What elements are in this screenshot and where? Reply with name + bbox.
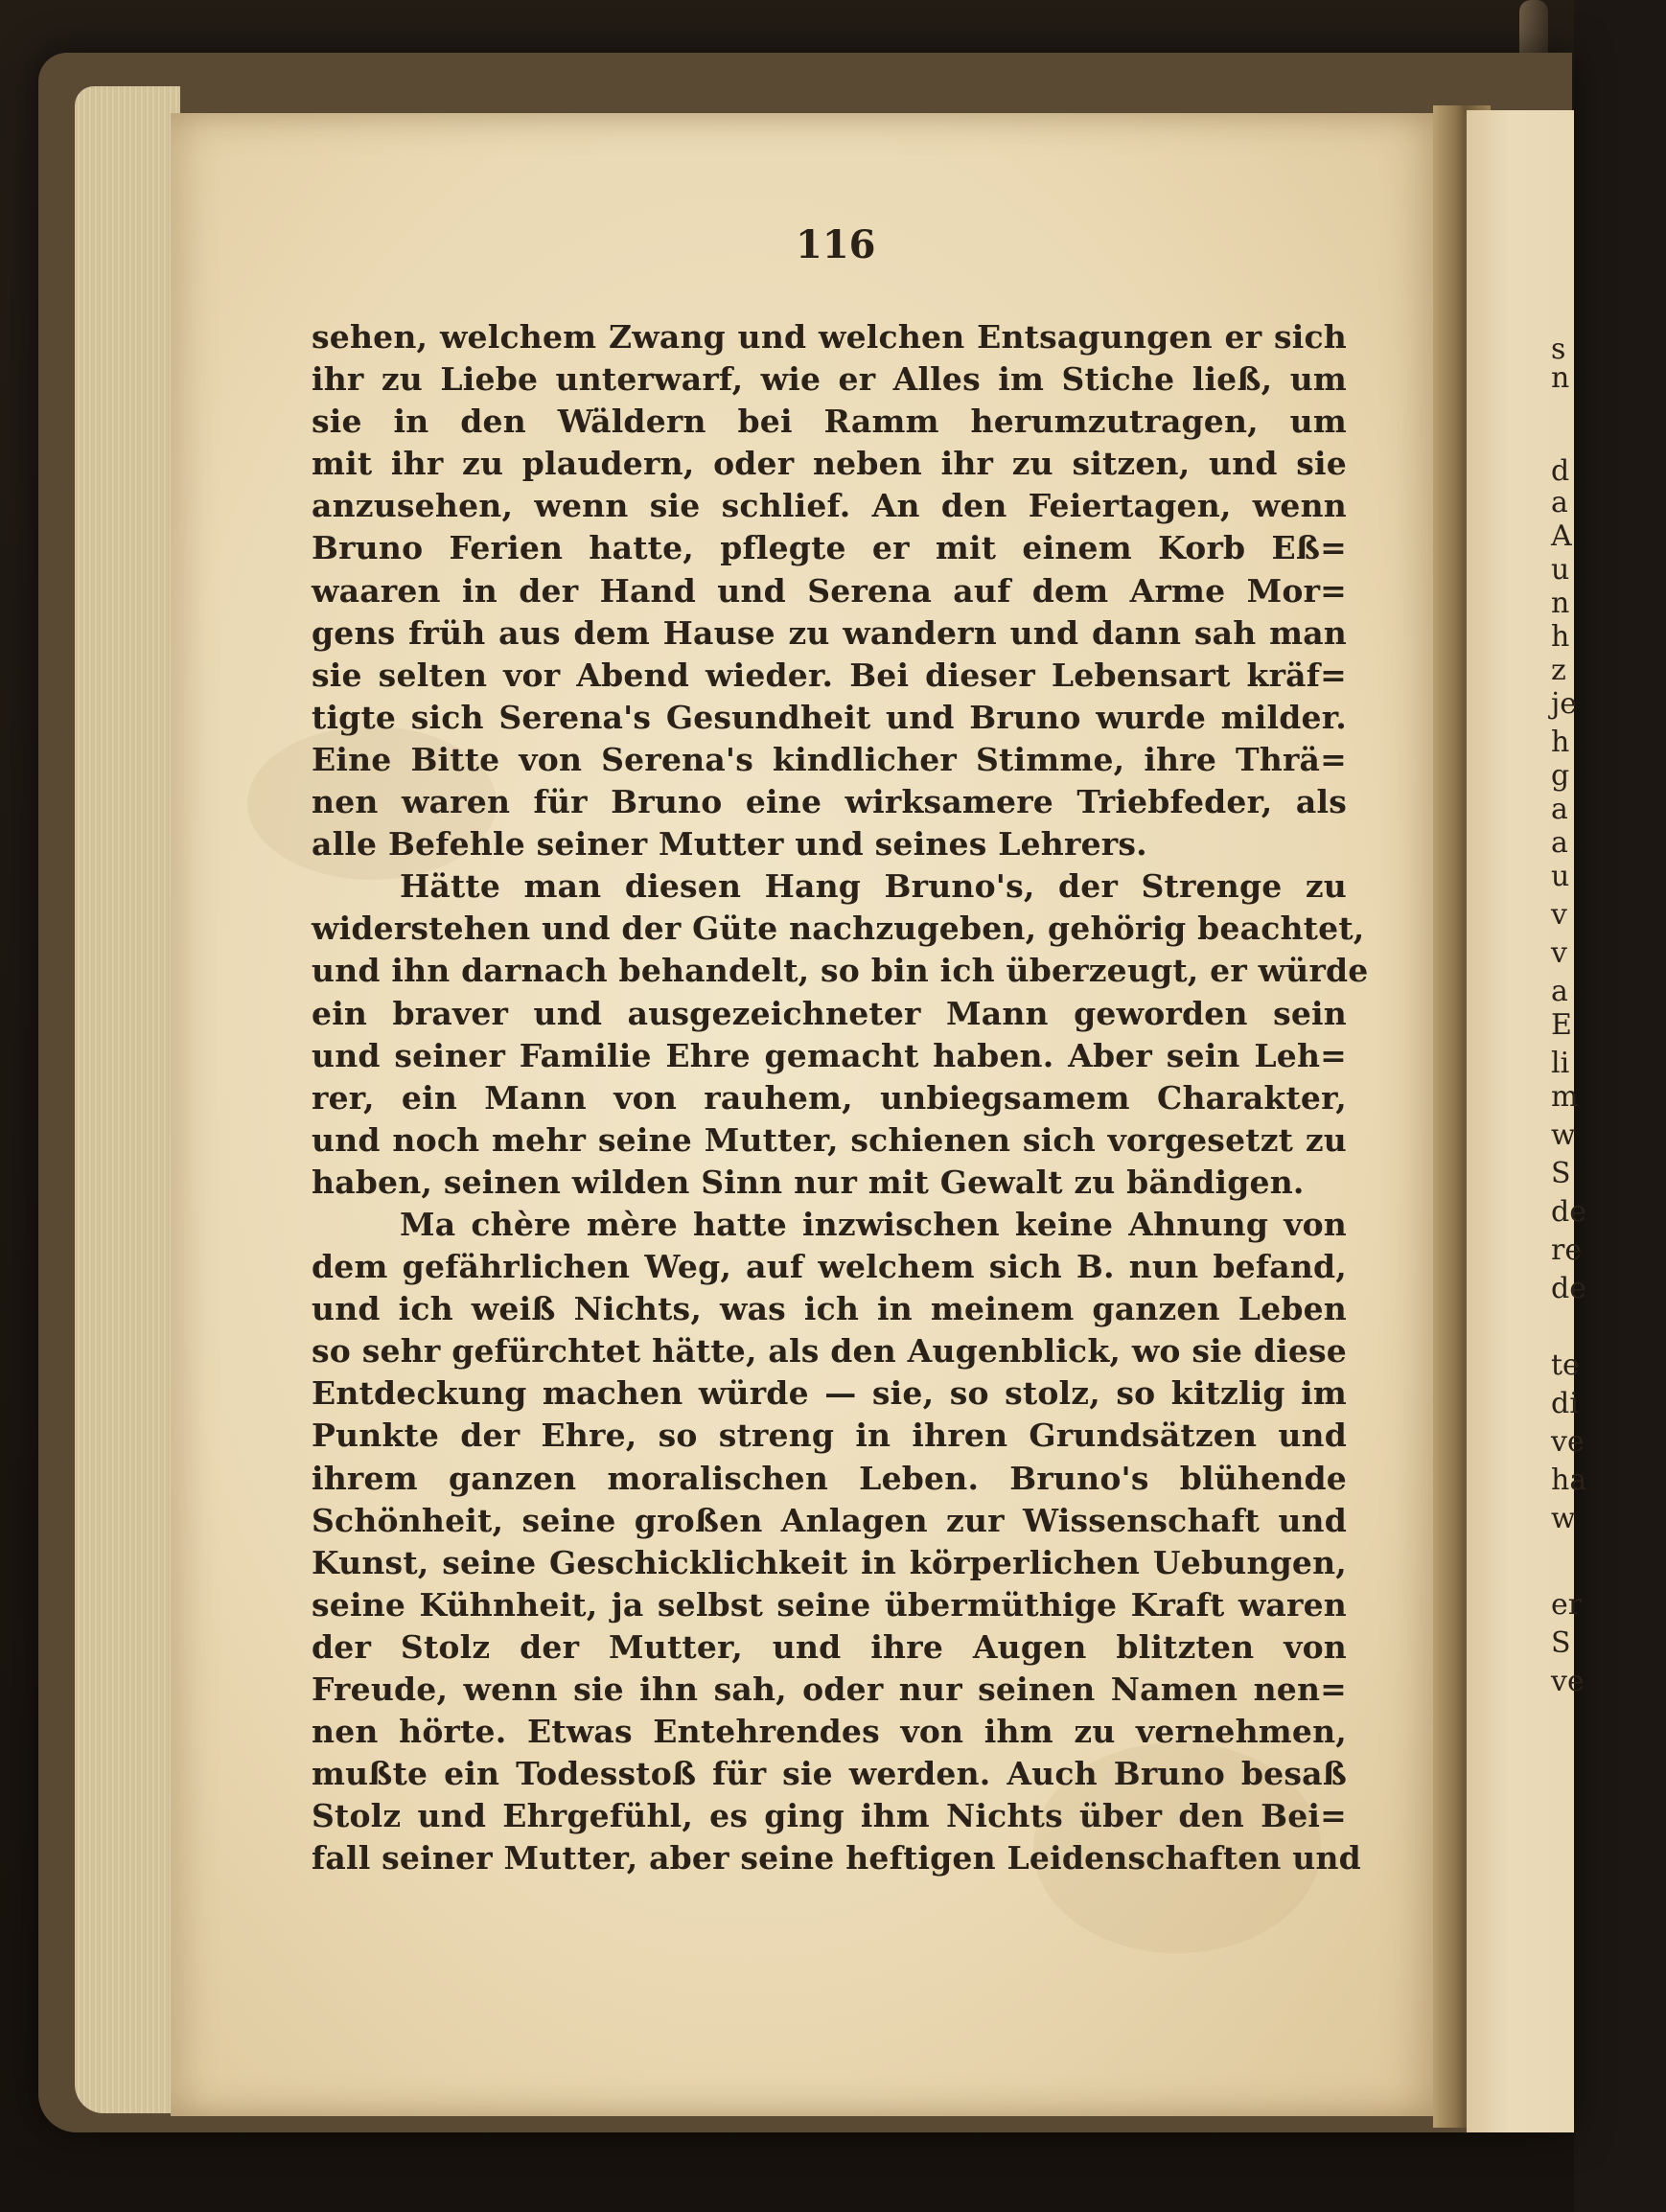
text-line: tigte sich Serena's Gesundheit und Bruno wurde milder. xyxy=(312,698,1347,736)
facing-page-fragment: A xyxy=(1551,519,1572,553)
facing-page-fragment: g xyxy=(1551,759,1570,793)
text-line: widerstehen und der Güte nachzugeben, gehörig beachtet, xyxy=(312,910,1365,948)
facing-page-fragment xyxy=(1467,1308,1666,1347)
text-line: mußte ein Todesstoß für sie werden. Auch Bruno besaß xyxy=(312,1755,1347,1793)
text-line: mit ihr zu plaudern, oder neben ihr zu sitzen, und sie xyxy=(312,445,1347,483)
text-line: fall seiner Mutter, aber seine heftigen Leidenschaften und xyxy=(312,1839,1361,1878)
facing-page-fragment: de xyxy=(1551,1195,1586,1229)
facing-page-fragment: de xyxy=(1551,1272,1586,1305)
facing-page-fragment: di xyxy=(1551,1387,1579,1420)
facing-page-fragment xyxy=(1467,1538,1666,1577)
facing-page-fragment: u xyxy=(1551,553,1570,587)
text-line: sie in den Wäldern bei Ramm herumzutragen, um xyxy=(312,403,1347,441)
facing-page-fragment: v xyxy=(1551,936,1567,970)
facing-page-fragment: S xyxy=(1551,1626,1571,1660)
facing-page-fragment: d xyxy=(1551,454,1570,488)
text-line: und ich weiß Nichts, was ich in meinem ganzen Leben xyxy=(312,1290,1347,1328)
text-line: sie selten vor Abend wieder. Bei dieser Lebensart kräf= xyxy=(312,656,1347,694)
text-line: dem gefährlichen Weg, auf welchem sich B. nun befand, xyxy=(312,1248,1347,1286)
text-line: anzusehen, wenn sie schlief. An den Feiertagen, wenn xyxy=(312,487,1347,525)
facing-page-fragment: a xyxy=(1551,975,1568,1008)
facing-page-fragment: n xyxy=(1551,361,1570,395)
text-line: Eine Bitte von Serena's kindlicher Stimme, ihre Thrä= xyxy=(312,740,1347,778)
facing-page-fragment: a xyxy=(1551,826,1568,860)
text-line: Schönheit, seine großen Anlagen zur Wissenschaft und xyxy=(312,1501,1347,1539)
text-line: nen waren für Bruno eine wirksamere Triebfeder, als xyxy=(312,783,1347,821)
facing-page-fragment: v xyxy=(1551,898,1567,932)
text-line: haben, seinen wilden Sinn nur mit Gewalt zu bändigen. xyxy=(312,1163,1305,1201)
text-line: Hätte man diesen Hang Bruno's, der Strenge zu xyxy=(400,867,1347,906)
facing-page-fragment: z xyxy=(1551,654,1566,687)
text-line: und seiner Familie Ehre gemacht haben. Aber sein Leh= xyxy=(312,1036,1347,1074)
facing-page-fragment: ve xyxy=(1551,1425,1585,1459)
facing-page-fragment: s xyxy=(1551,333,1566,366)
facing-page-fragment: te xyxy=(1551,1348,1580,1382)
facing-page-fragment: h xyxy=(1551,620,1570,654)
facing-page-fragment: n xyxy=(1551,587,1570,620)
text-line: Punkte der Ehre, so streng in ihren Grundsätzen und xyxy=(312,1417,1347,1455)
facing-page-fragment: w xyxy=(1551,1502,1576,1535)
text-line: Entdeckung machen würde — sie, so stolz, so kitzlig im xyxy=(312,1374,1347,1413)
facing-page-fragment: a xyxy=(1551,486,1568,519)
facing-page-fragment: m xyxy=(1551,1080,1579,1114)
facing-page-fragment: re xyxy=(1551,1233,1583,1267)
facing-page-fragment: u xyxy=(1551,860,1570,893)
text-line: ihr zu Liebe unterwarf, wie er Alles im Stiche ließ, um xyxy=(312,360,1347,399)
facing-page-fragment: S xyxy=(1551,1157,1571,1190)
text-line: so sehr gefürchtet hätte, als den Augenblick, wo sie diese xyxy=(312,1332,1347,1371)
facing-page-fragment: ve xyxy=(1551,1665,1585,1698)
text-line: Bruno Ferien hatte, pflegte er mit einem Korb Eß= xyxy=(312,529,1347,567)
text-line: Freude, wenn sie ihn sah, oder nur seinen Namen nen= xyxy=(312,1671,1347,1708)
text-line: waaren in der Hand und Serena auf dem Arme Mor= xyxy=(312,571,1347,610)
facing-page-fragment: h xyxy=(1551,726,1570,759)
page-text xyxy=(312,316,1369,1879)
facing-page-fragment: ha xyxy=(1551,1463,1587,1497)
text-line: und ihn darnach behandelt, so bin ich überzeugt, er würde xyxy=(312,952,1369,990)
text-line: Stolz und Ehrgefühl, es ging ihm Nichts über den Bei= xyxy=(312,1797,1347,1835)
facing-page xyxy=(1467,110,1587,2132)
text-line: Ma chère mère hatte inzwischen keine Ahnung von xyxy=(400,1205,1347,1243)
facing-page-fragment: E xyxy=(1551,1008,1572,1042)
text-line: seine Kühnheit, ja selbst seine übermüthige Kraft waren xyxy=(312,1585,1347,1624)
text-line: ihrem ganzen moralischen Leben. Bruno's blühende xyxy=(312,1459,1347,1497)
facing-page-fragment: a xyxy=(1551,793,1568,826)
facing-page-fragment: er xyxy=(1551,1588,1583,1622)
text-line: ein braver und ausgezeichneter Mann geworden sein xyxy=(312,994,1347,1032)
text-line: gens früh aus dem Hause zu wandern und dann sah man xyxy=(312,613,1347,652)
facing-page-fragment: je xyxy=(1551,687,1578,721)
facing-page-fragment: w xyxy=(1551,1118,1576,1152)
text-line: Kunst, seine Geschicklichkeit in körperlichen Uebungen, xyxy=(312,1543,1347,1581)
text-line: nen hörte. Etwas Entehrendes von ihm zu vernehmen, xyxy=(312,1713,1347,1751)
text-line: sehen, welchem Zwang und welchen Entsagungen er sich xyxy=(312,318,1347,356)
facing-page-fragment: li xyxy=(1551,1047,1570,1080)
text-line: und noch mehr seine Mutter, schienen sich vorgesetzt zu xyxy=(312,1120,1347,1159)
page-number: 116 xyxy=(796,222,876,267)
text-line: rer, ein Mann von rauhem, unbiegsamem Charakter, xyxy=(312,1078,1347,1117)
page-edges xyxy=(75,86,180,2113)
text-line: alle Befehle seiner Mutter und seines Lehrers. xyxy=(312,825,1147,864)
text-line: der Stolz der Mutter, und ihre Augen blitzten von xyxy=(312,1627,1347,1666)
